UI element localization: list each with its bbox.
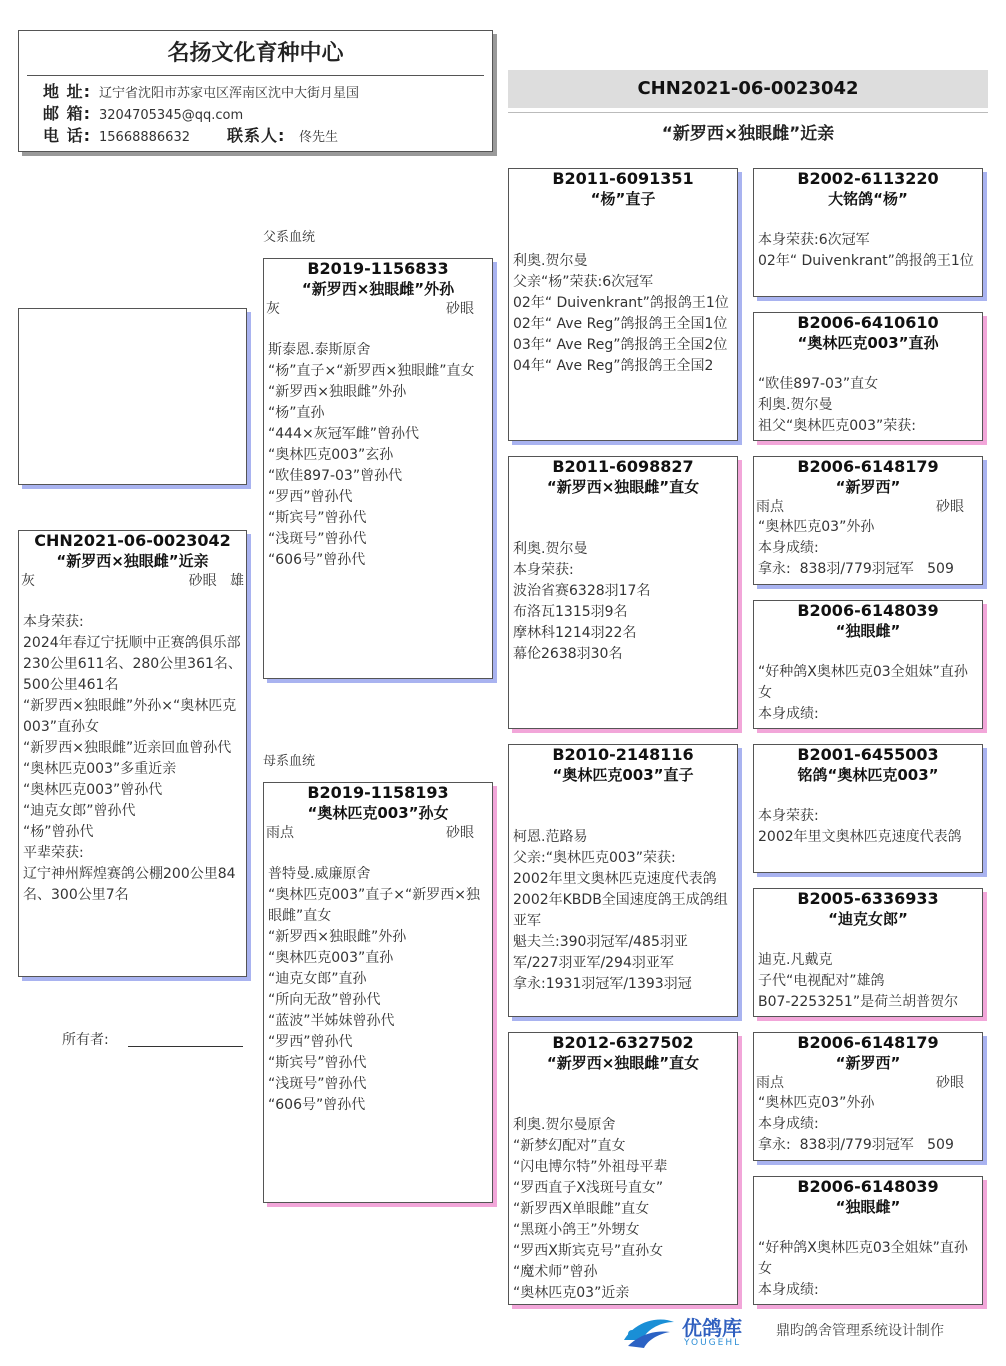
note-line: 03年“ Ave Reg”鸽报鸽王全国2位 (513, 337, 728, 353)
note-line: 本身荣获: (513, 562, 574, 578)
sire-name: “新罗西×独眼雌”外孙 (301, 280, 455, 298)
card-name: “新罗西” (835, 478, 901, 496)
card-name: “新罗西×独眼雌”直女 (546, 1054, 700, 1072)
sire-notes (264, 319, 492, 571)
subject-eye: 砂眼 (188, 573, 217, 589)
card-name: “新罗西” (835, 1054, 901, 1072)
note-line: “新罗西×独眼雌”外孙 (268, 929, 407, 945)
phone-value: 15668886632 (99, 130, 190, 145)
note-line: “罗西”曾孙代 (268, 1034, 353, 1050)
note-line: 2002年KBDB全国速度鸽王成鸽组亚军 (513, 892, 728, 929)
note-line: “迪克女郎”直孙 (268, 971, 367, 987)
note-line: “新罗西X单眼雌”直女 (513, 1201, 650, 1217)
note-line: B07-2253251”是荷兰胡普贺尔 (758, 994, 959, 1010)
subject-ring: CHN2021-06-0023042 (34, 531, 231, 550)
brand-name-en: YOUGEHL (684, 1338, 742, 1348)
card-ring: B2011-6098827 (552, 457, 694, 476)
note-line: 拿永: 838羽/779羽冠军 509 (758, 561, 954, 577)
g3-card-dam-sire (508, 744, 738, 1017)
note-line: “杨”曾孙代 (23, 824, 94, 840)
note-line: “奥林匹克03”外孙 (758, 1095, 875, 1111)
card-notes (754, 1093, 982, 1156)
dam-name: “奥林匹克003”孙女 (307, 804, 449, 822)
note-line: 利奥.贺尔曼 (513, 541, 588, 557)
dam-color: 雨点 (266, 825, 294, 841)
note-line: 斯泰恩.泰斯原舍 (268, 342, 371, 358)
g4-card-2 (753, 312, 983, 441)
card-notes (754, 517, 982, 580)
g4-card-8 (753, 1176, 983, 1305)
note-line: “新罗西×独眼雌”外孙 (268, 384, 407, 400)
note-line: 本身成绩: (758, 706, 819, 722)
note-line: “蓝波”半姊妹曾孙代 (268, 1013, 395, 1029)
subject-sex: 雄 (230, 573, 244, 589)
note-line: “606号”曾孙代 (268, 1097, 366, 1113)
note-line: “奥林匹克03”近亲 (513, 1285, 630, 1301)
g4-card-3 (753, 456, 983, 585)
note-line: “欧佳897-03”曾孙代 (268, 468, 403, 484)
card-notes (754, 1217, 982, 1301)
note-line: “杨”直子×“新罗西×独眼雌”直女 (268, 363, 475, 379)
card-name: 铭鸽“奥林匹克003” (797, 766, 939, 784)
sire-card (263, 258, 493, 679)
card-notes (509, 209, 737, 377)
g4-card-4 (753, 600, 983, 729)
subject-color: 灰 (21, 573, 35, 589)
owner-label: 所有者: (62, 1032, 109, 1048)
card-ring: B2012-6327502 (552, 1033, 694, 1052)
brand-logo (618, 1310, 758, 1356)
note-line: “奥林匹克003”曾孙代 (23, 782, 163, 798)
card-notes (754, 353, 982, 437)
note-line: 普特曼.威廉原舍 (268, 866, 371, 882)
note-line: 布洛瓦1315羽9名 (513, 604, 628, 620)
note-line: “好种鸽X奥林匹克03全姐妹”直孙女 (758, 1240, 968, 1277)
subject-card (18, 530, 247, 977)
card-name: “迪克女郎” (828, 910, 908, 928)
card-ring: B2010-2148116 (552, 745, 694, 764)
paternal-line-label: 父系血统 (263, 230, 316, 245)
brand-name: 优鸽库 (682, 1316, 742, 1340)
sire-ring: B2019-1156833 (307, 259, 449, 278)
note-line: 辽宁神州辉煌赛鸽公棚200公里84名、300公里7名 (23, 866, 236, 903)
note-line: “斯宾号”曾孙代 (268, 1055, 367, 1071)
note-line: 波治省赛6328羽17名 (513, 583, 651, 599)
card-name: “奥林匹克003”直子 (552, 766, 694, 784)
note-line: 拿永: 838羽/779羽冠军 509 (758, 1137, 954, 1153)
note-line: “浅斑号”曾孙代 (268, 1076, 367, 1092)
g4-card-5 (753, 744, 983, 873)
note-line: “斯宾号”曾孙代 (268, 510, 367, 526)
note-line: “闪电博尔特”外祖母平辈 (513, 1159, 668, 1175)
note-line: 本身成绩: (758, 1282, 819, 1298)
note-line: “浅斑号”曾孙代 (268, 531, 367, 547)
owner-signature-line (128, 1046, 243, 1047)
credit-text: 鼎昀鸽舍管理系统设计制作 (776, 1323, 944, 1339)
note-line: 利奥.贺尔曼 (758, 397, 833, 413)
email-label: 邮 箱: (43, 104, 91, 123)
card-eye: 砂眼 (936, 499, 964, 515)
card-name: “奥林匹克003”直孙 (797, 334, 939, 352)
card-notes (754, 209, 982, 272)
note-line: “罗西X斯宾克号”直孙女 (513, 1243, 664, 1259)
subject-name: “新罗西×独眼雌”近亲 (56, 552, 209, 570)
note-line: 本身成绩: (758, 1116, 819, 1132)
g3-card-dam-dam (508, 1032, 738, 1305)
note-line: 利奥.贺尔曼原舍 (513, 1117, 616, 1133)
note-line: 2024年春辽宁抚顺中正赛鸽俱乐部230公里611名、280公里361名、500公里461名 (23, 635, 242, 693)
breeder-name: 名扬文化育种中心 (167, 41, 344, 66)
note-line: 利奥.贺尔曼 (513, 253, 588, 269)
sire-eye: 砂眼 (446, 301, 474, 317)
card-name: “独眼雌” (835, 1198, 901, 1216)
pedigree-name-header: “新罗西×独眼雌”近亲 (661, 124, 835, 144)
note-line: 02年“ Duivenkrant”鸽报鸽王1位 (758, 253, 974, 269)
dam-eye: 砂眼 (446, 825, 474, 841)
note-line: “好种鸽X奥林匹克03全姐妹”直孙女 (758, 664, 968, 701)
note-line: 本身荣获: (758, 808, 819, 824)
dam-notes (264, 843, 492, 1116)
card-ring: B2006-6148039 (797, 601, 939, 620)
card-ring: B2006-6148179 (797, 457, 939, 476)
note-line: “杨”直孙 (268, 405, 325, 421)
card-color: 雨点 (756, 499, 784, 515)
note-line: “黑斑小鸽王”外甥女 (513, 1222, 640, 1238)
dam-card (263, 782, 493, 1203)
card-ring: B2006-6410610 (797, 313, 939, 332)
card-name: 大铭鸽“杨” (828, 190, 908, 208)
note-line: “新梦幻配对”直女 (513, 1138, 626, 1154)
note-line: 2002年里文奥林匹克速度代表鸽 (513, 871, 717, 887)
g3-card-sire-sire (508, 168, 738, 441)
contact-label: 联系人: (227, 126, 286, 145)
note-line: “罗西”曾孙代 (268, 489, 353, 505)
note-line: 2002年里文奥林匹克速度代表鸽 (758, 829, 962, 845)
card-notes (754, 641, 982, 725)
email-value: 3204705345@qq.com (99, 108, 244, 123)
card-notes (754, 929, 982, 1013)
pigeon-logo-icon (618, 1310, 678, 1356)
g3-card-sire-dam (508, 456, 738, 729)
note-line: 02年“ Duivenkrant”鸽报鸽王1位 (513, 295, 729, 311)
note-line: 父亲“杨”荣获:6次冠军 (513, 274, 654, 290)
note-line: 摩林科1214羽22名 (513, 625, 637, 641)
note-line: 迪克.凡戴克 (758, 952, 833, 968)
photo-placeholder (18, 308, 247, 485)
note-line: “罗西直子X浅斑号直女” (513, 1180, 664, 1196)
card-ring: B2002-6113220 (797, 169, 939, 188)
card-ring: B2006-6148039 (797, 1177, 939, 1196)
note-line: “新罗西×独眼雌”近亲回血曾孙代 (23, 740, 232, 756)
note-line: “奥林匹克003”多重近亲 (23, 761, 177, 777)
subject-notes (19, 591, 246, 906)
note-line: 子代“电视配对”雄鸽 (758, 973, 885, 989)
card-name: “杨”直子 (590, 190, 656, 208)
note-line: “奥林匹克003”直孙 (268, 950, 394, 966)
card-notes (509, 1073, 737, 1304)
note-line: 拿永:1931羽冠军/1393羽冠 (513, 976, 692, 992)
note-line: “迪克女郎”曾孙代 (23, 803, 136, 819)
card-color: 雨点 (756, 1075, 784, 1091)
note-line: “奥林匹克003”玄孙 (268, 447, 394, 463)
card-name: “新罗西×独眼雌”直女 (546, 478, 700, 496)
card-eye: 砂眼 (936, 1075, 964, 1091)
note-line: “444×灰冠军雌”曾孙代 (268, 426, 419, 442)
note-line: 04年“ Ave Reg”鸽报鸽王全国2 (513, 358, 714, 374)
note-line: 本身荣获:6次冠军 (758, 232, 870, 248)
sire-color: 灰 (266, 301, 280, 317)
dam-ring: B2019-1158193 (307, 783, 449, 802)
note-line: 本身成绩: (758, 540, 819, 556)
note-line: “新罗西×独眼雌”外孙×“奥林匹克003”直孙女 (23, 698, 237, 735)
breeder-info-card (18, 30, 493, 152)
phone-label: 电 话: (43, 126, 91, 145)
note-line: 祖父“奥林匹克003”荣获: (758, 418, 916, 434)
note-line: 父亲:“奥林匹克003”荣获: (513, 850, 676, 866)
g4-card-6 (753, 888, 983, 1017)
note-line: “所向无敌”曾孙代 (268, 992, 381, 1008)
card-notes (509, 785, 737, 995)
note-line: 柯恩.范路易 (513, 829, 588, 845)
card-notes (509, 497, 737, 665)
note-line: “奥林匹克03”外孙 (758, 519, 875, 535)
address-value: 辽宁省沈阳市苏家屯区浑南区沈中大街月星国 (99, 86, 360, 101)
note-line: 本身荣获: (23, 614, 84, 630)
note-line: 平辈荣获: (23, 845, 84, 861)
card-ring: B2005-6336933 (797, 889, 939, 908)
card-name: “独眼雌” (835, 622, 901, 640)
note-line: 幕伦2638羽30名 (513, 646, 623, 662)
maternal-line-label: 母系血统 (263, 754, 316, 769)
card-notes (754, 785, 982, 848)
note-line: 02年“ Ave Reg”鸽报鸽王全国1位 (513, 316, 728, 332)
g4-card-1 (753, 168, 983, 297)
note-line: “606号”曾孙代 (268, 552, 366, 568)
pedigree-ring-header: CHN2021-06-0023042 (508, 70, 988, 108)
contact-value: 佟先生 (299, 130, 339, 145)
note-line: “欧佳897-03”直女 (758, 376, 879, 392)
card-ring: B2006-6148179 (797, 1033, 939, 1052)
note-line: “魔术师”曾孙 (513, 1264, 598, 1280)
note-line: “奥林匹克003”直子×“新罗西×独眼雌”直女 (268, 887, 480, 924)
address-label: 地 址: (43, 82, 91, 101)
note-line: 魁夫兰:390羽冠军/485羽亚军/227羽亚军/294羽亚军 (513, 934, 688, 971)
g4-card-7 (753, 1032, 983, 1161)
divider (508, 112, 988, 113)
card-ring: B2011-6091351 (552, 169, 694, 188)
card-ring: B2001-6455003 (797, 745, 939, 764)
